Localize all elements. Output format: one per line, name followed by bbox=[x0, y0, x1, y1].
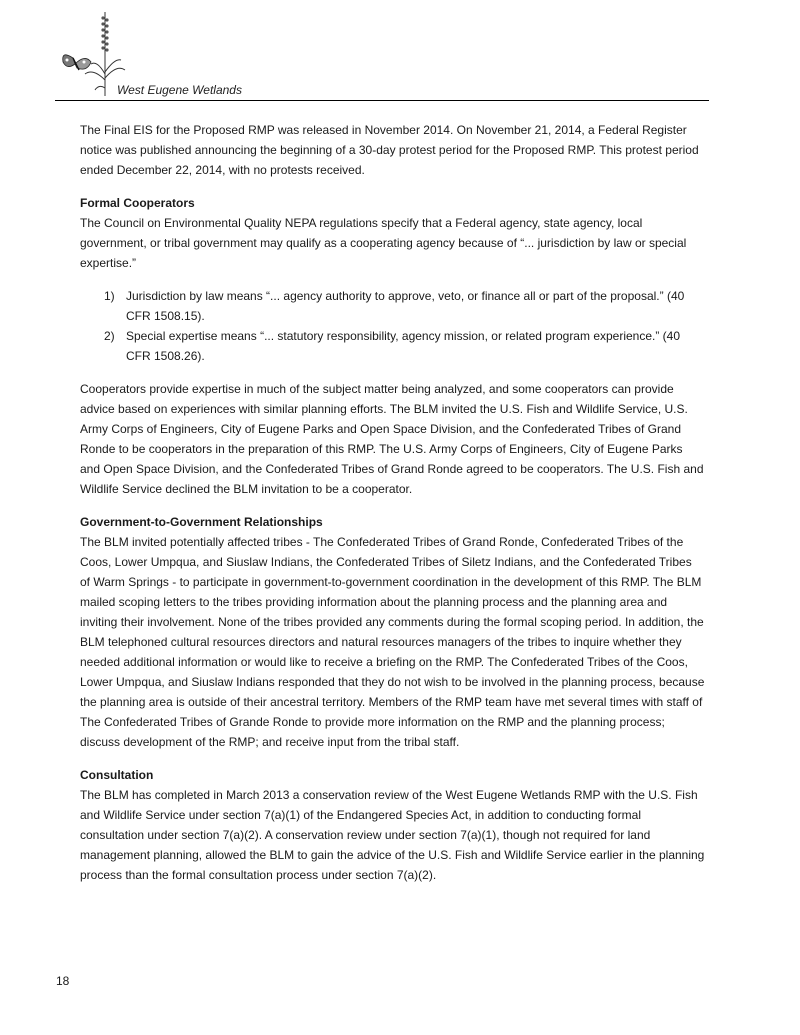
document-header-title: West Eugene Wetlands bbox=[117, 83, 242, 97]
list-item bbox=[80, 286, 705, 326]
intro-paragraph: The Final EIS for the Proposed RMP was released in November 2014. On November 21, 2014, a Federal Register notice was published announcing the beginning of a 30-day protest period for the Proposed RMP. This protest period ended December 22, 2014, with no protests received. bbox=[80, 123, 699, 177]
section-heading-government: Government-to-Government Relationships bbox=[80, 515, 323, 529]
list-item bbox=[80, 326, 705, 366]
cooperators-paragraph-2: Cooperators provide expertise in much of the subject matter being analyzed, and some cooperators can provide advice based on experiences with similar planning efforts. The BLM invited the U.S. Fish and Wildlife Service, U.S. Army Corps of Engineers, City of Eugene Parks and Open Space Division, and the Confederated Tribes of Grand Ronde to be cooperators in the preparation of this RMP. The U.S. Army Corps of Engineers, City of Eugene Parks and Open Space Division, and the Confederated Tribes of Grand Ronde agreed to be cooperators. The U.S. Fish and Wildlife Service declined the BLM invitation to be a cooperator. bbox=[80, 382, 704, 496]
main-content bbox=[80, 120, 705, 898]
list-text: Special expertise means “... statutory responsibility, agency mission, or related program experience.” (40 CFR 1508.26). bbox=[126, 329, 681, 363]
cooperators-paragraph: The Council on Environmental Quality NEPA regulations specify that a Federal agency, state agency, local government, or tribal government may qualify as a cooperating agency because of “... jurisdiction by law or special expertise.” bbox=[80, 216, 687, 270]
list-number: 1) bbox=[104, 289, 115, 303]
list-text: Jurisdiction by law means “... agency authority to approve, veto, or finance all or part of the proposal.” (40 CFR 1508.15). bbox=[126, 289, 685, 323]
section-heading-consultation: Consultation bbox=[80, 768, 154, 782]
header-rule bbox=[55, 100, 709, 101]
definition-list bbox=[80, 286, 705, 366]
consultation-paragraph: The BLM has completed in March 2013 a conservation review of the West Eugene Wetlands RMP with the U.S. Fish and Wildlife Service under section 7(a)(1) of the Endangered Species Act, in addition to conducting formal consultation under section 7(a)(2). A conservation review under section 7(a)(1), though not required for land management planning, allowed the BLM to gain the advice of the U.S. Fish and Wildlife Service earlier in the planning process than the formal consultation process under section 7(a)(2). bbox=[80, 788, 705, 882]
page-number: 18 bbox=[56, 974, 70, 988]
list-number: 2) bbox=[104, 329, 115, 343]
section-heading-formal-cooperators: Formal Cooperators bbox=[80, 196, 195, 210]
government-paragraph: The BLM invited potentially affected tribes - The Confederated Tribes of Grand Ronde, Confederated Tribes of the Coos, Lower Umpqua, and Siuslaw Indians, the Confederated Tribes of Siletz Indians, and the Confederated Tribes of Warm Springs - to participate in government-to-government coordination in the development of this RMP. The BLM mailed scoping letters to the tribes providing information about the planning process and the planning area and inviting their involvement. None of the tribes provided any comments during the formal scoping period. In addition, the BLM telephoned cultural resources directors and natural resources managers of the tribes to inquire whether they needed additional information or would like to receive a briefing on the RMP. The Confederated Tribes of the Coos, Lower Umpqua, and Siuslaw Indians responded that they do not wish to be involved in the planning process, because the planning area is outside of their ancestral territory. Members of the RMP team have met several times with staff of The Confederated Tribes of Grande Ronde to provide more information on the RMP and the planning process; discuss development of the RMP; and receive input from the tribal staff. bbox=[80, 535, 705, 749]
